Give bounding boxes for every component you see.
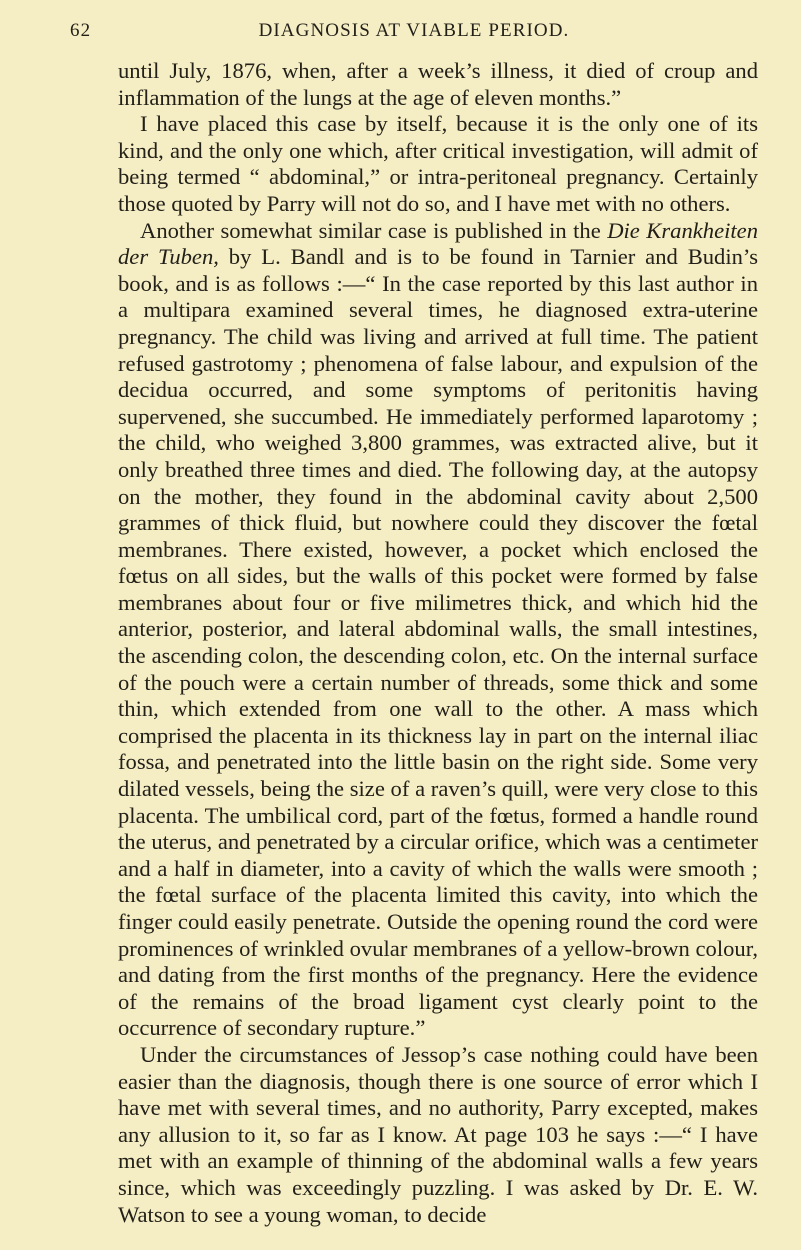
paragraph-continuation: until July, 1876, when, after a week’s illness, it died of croup and inflammation of the lungs at the age of eleven months.”: [118, 58, 758, 110]
paragraph-bandl-case: [118, 218, 758, 1042]
page-number: 62: [70, 20, 92, 41]
running-title: DIAGNOSIS AT VIABLE PERIOD.: [258, 20, 570, 41]
book-title-die-krankheiten: Die Krankheiten der Tuben,: [118, 217, 758, 270]
paragraph-bandl-quote: by L. Bandl and is to be found in Tarnier and Budin’s book, and is as follows :—“ In the case reported by this last author in a multipara examined several times, he diagnosed extra-uterine pregnancy. The child was living and arrived at full time. The patient refused gastrotomy ; phenomena of false labour, and expulsion of the decidua occurred, and some symptoms of peritonitis having supervened, she succumbed. He immediately performed laparotomy ; the child, who weighed 3,800 grammes, was extracted alive, but it only breathed three times and died. The following day, at the autopsy on the mother, they found in the abdominal cavity about 2,500 grammes of thick fluid, but nowhere could they discover the fœtal membranes. There existed, however, a pocket which enclosed the fœtus on all sides, but the walls of this pocket were formed by false membranes about four or five milimetres thick, and which hid the anterior, posterior, and lateral abdominal walls, the small intestines, the ascending colon, the descending colon, etc. On the internal surface of the pouch were a certain number of threads, some thick and some thin, which extended from one wall to the other. A mass which comprised the placenta in its thickness lay in part on the internal iliac fossa, and penetrated into the little basin on the right side. Some very dilated vessels, being the size of a raven’s quill, were very close to this placenta. The umbilical cord, part of the fœtus, formed a handle round the uterus, and penetrated by a circular orifice, which was a centimeter and a half in diameter, into a cavity of which the walls were smooth ; the fœtal surface of the placenta limited this cavity, into which the finger could easily penetrate. Outside the opening round the cord were prominences of wrinkled ovular membranes of a yellow-brown colour, and dating from the first months of the pregnancy. Here the evidence of the remains of the broad ligament cyst clearly point to the occurrence of secondary rupture.”: [118, 244, 758, 1041]
paragraph-bandl-intro: Another somewhat similar case is published in the: [140, 217, 608, 243]
paragraph-abdominal-pregnancy: I have placed this case by itself, because it is the only one of its kind, and the only one which, after critical investigation, will admit of being termed “ abdominal,” or intra-peritoneal pregnancy. Certainly those quoted by Parry will not do so, and I have met with no others.: [118, 111, 758, 216]
paragraph-jessop-case: Under the circumstances of Jessop’s case nothing could have been easier than the diagnosis, though there is one source of error which I have met with several times, and no authority, Parry excepted, makes any allusion to it, so far as I know. At page 103 he says :—“ I have met with an example of thinning of the abdominal walls a few years since, which was exceedingly puzzling. I was asked by Dr. E. W. Watson to see a young woman, to decide: [118, 1041, 758, 1227]
body-text: [118, 58, 758, 1228]
running-head: [70, 20, 758, 50]
